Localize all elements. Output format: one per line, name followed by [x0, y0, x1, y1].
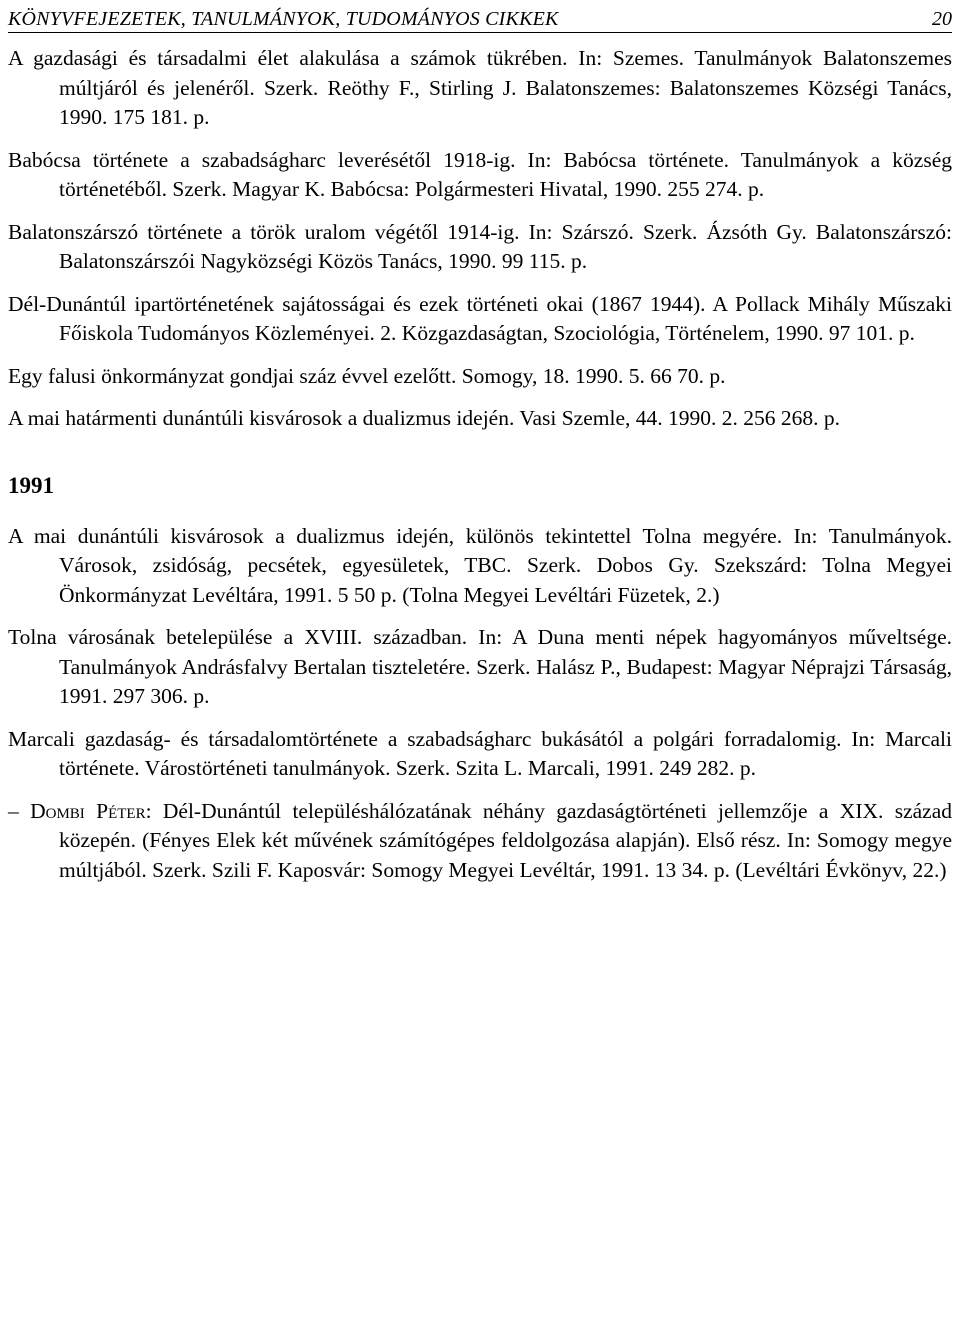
- bibliography: [8, 44, 952, 898]
- section-title: KÖNYVFEJEZETEK, TANULMÁNYOK, TUDOMÁNYOS CIKKEK: [8, 8, 559, 30]
- bibliography-entry: A mai határmenti dunántúli kisvárosok a dualizmus idején. Vasi Szemle, 44. 1990. 2. 256 268. p.: [8, 406, 841, 430]
- bibliography-entry: Marcali gazdaság- és társadalomtörténete a szabadságharc bukásától a polgári forradalomig. In: Marcali története. Várostörténeti tanulmányok. Szerk. Szita L. Marcali, 1991. 249 282. p.: [8, 726, 952, 780]
- bibliography-entry: A gazdasági és társadalmi élet alakulása a számok tükrében. In: Szemes. Tanulmányok Balatonszemes múltjáról és jelenéről. Szerk. Reöthy F., Stirling J. Balatonszemes: Balatonszemes Községi Tanács, 1990. 175 181. p.: [8, 46, 952, 129]
- page-number: 20: [932, 8, 952, 30]
- bibliography-entry: Egy falusi önkormányzat gondjai száz évvel ezelőtt. Somogy, 18. 1990. 5. 66 70. p.: [8, 363, 726, 388]
- bibliography-entry: A mai dunántúli kisvárosok a dualizmus idején, különös tekintettel Tolna megyére. In: Tanulmányok. Városok, zsidóság, pecsétek, egyesületek, TBC. Szerk. Dobos Gy. Szekszárd: Tolna Megyei Önkormányzat Levéltára, 1991. 5 50 p. (Tolna Megyei Levéltári Füzetek, 2.): [8, 523, 952, 607]
- bibliography-entry-coauthored: [8, 797, 952, 886]
- running-header: [8, 6, 952, 33]
- bibliography-entry: Tolna városának betelepülése a XVIII. században. In: A Duna menti népek hagyományos műveltsége. Tanulmányok Andrásfalvy Bertalan tiszteletére. Szerk. Halász P., Budapest: Magyar Néprajzi Társaság, 1991. 297 306. p.: [8, 625, 952, 708]
- coauthor-name: – Dombi Péter:: [8, 798, 152, 823]
- bibliography-entry: Babócsa története a szabadságharc leverésétől 1918-ig. In: Babócsa története. Tanulmányok a község történetéből. Szerk. Magyar K. Babócsa: Polgármesteri Hivatal, 1990. 255 274. p.: [8, 147, 952, 201]
- bibliography-entry: Dél-Dunántúl ipartörténetének sajátosságai és ezek történeti okai (1867 1944). A Pollack Mihály Műszaki Főiskola Tudományos Közleményei. 2. Közgazdaságtan, Szociológia, Történelem, 1990. 97 101. p.: [8, 291, 952, 345]
- bibliography-entry: Balatonszárszó története a török uralom végétől 1914-ig. In: Szárszó. Szerk. Ázsóth Gy. Balatonszárszó: Balatonszárszói Nagyközségi Közös Tanács, 1990. 99 115. p.: [8, 219, 952, 273]
- year-heading: 1991: [8, 472, 54, 498]
- entry-text: Dél-Dunántúl településhálózatának néhány gazdaságtörténeti jellemzője a XIX. század közepén. (Fényes Elek két művének számítógépes feldolgozása alapján). Első rész. In: Somogy megye múltjából. Szerk. Szili F. Kaposvár: Somogy Megyei Levéltár, 1991. 13 34. p. (Levéltári Évkönyv, 22.): [59, 798, 953, 882]
